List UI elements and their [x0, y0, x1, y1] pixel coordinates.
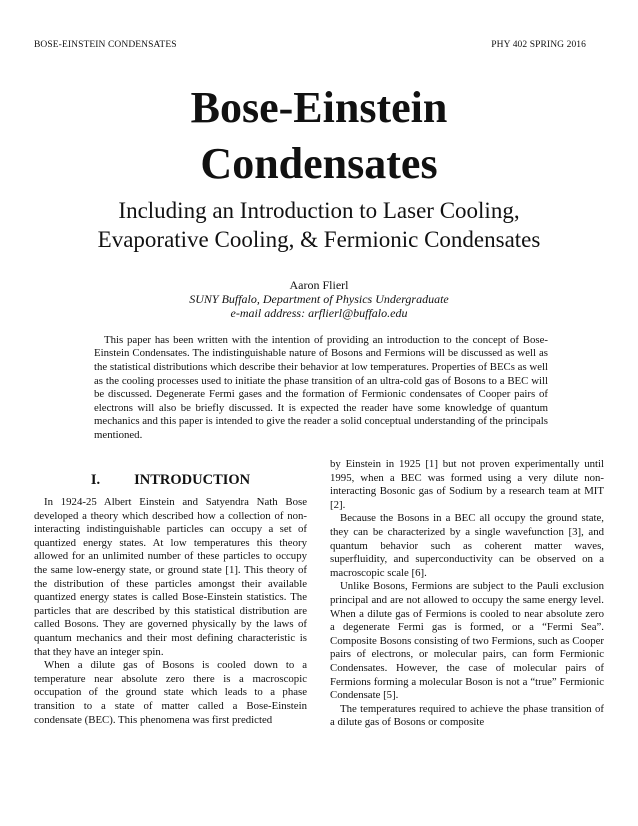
abstract: This paper has been written with the intention of providing an introduction to the concept of Bose-Einstein Condensates. The indistinguishable nature of Bosons and Fermions will be discussed as well as the statistical distributions which describe their behavior at low temperatures. Properties of BECs as well as the cooling processes used to initiate the phase transition of an ultra-cold gas of Bosons to a BEC will be discussed. Degenerate Fermi gases and the formation of Fermionic condensates of Cooper pairs of electrons will also be briefly discussed. It is expected the reader have some knowledge of quantum mechanics and this paper is intended to give the reader a solid conceptual understanding of the principals mentioned.: [94, 333, 548, 441]
author-email: e-mail address: arflierl@buffalo.edu: [230, 306, 408, 320]
running-header-left: BOSE-EINSTEIN CONDENSATES: [34, 40, 177, 50]
section-heading: [34, 471, 307, 489]
title-line-1: Bose-Einstein: [190, 83, 448, 132]
section-title: INTRODUCTION: [134, 472, 251, 488]
running-header-right: PHY 402 SPRING 2016: [491, 40, 586, 50]
subtitle-line-1: Including an Introduction to Laser Cooling,: [118, 198, 520, 223]
body-paragraph: The temperatures required to achieve the phase transition of a dilute gas of Bosons or composite: [330, 702, 604, 729]
body-paragraph: In 1924-25 Albert Einstein and Satyendra Nath Bose developed a theory which described how a collection of non-interacting indistinguishable particles can occupy a set of quantized energy states. At low temperatures this theory allowed for an unlimited number of these particles to occupy the same low-energy state, or ground state [1]. This theory of the distribution of these particles amongst their available quantized energy states is called Bose-Einstein statistics. The particles that are described by this statistical distribution are called Bosons. They are governed physically by the laws of quantum mechanics and their most defining characteristic is that they have an integer spin.: [34, 496, 307, 658]
body-paragraph: Because the Bosons in a BEC all occupy the ground state, they can be characterized by a single wavefunction [3], and quantum behavior such as coherent matter waves, superfluidity, and superconductivity can be observed on a macroscopic scale [6].: [330, 512, 604, 579]
body-paragraph-continued: by Einstein in 1925 [1] but not proven experimentally until 1995, when a BEC was formed using a very dilute non-interacting Bosonic gas of Sodium by a research team at MIT [2].: [330, 458, 604, 511]
right-column: [330, 458, 604, 730]
subtitle-line-2: Evaporative Cooling, & Fermionic Condensates: [97, 227, 541, 252]
paper-subtitle: [60, 196, 578, 254]
paper-title: [0, 80, 638, 192]
body-paragraph: When a dilute gas of Bosons is cooled down to a temperature near absolute zero there is a macroscopic occupation of the ground state which leads to a phase transition to a state of matter called a Bose-Einstein condensate (BEC). This phenomena was first predicted: [34, 659, 307, 726]
title-line-2: Condensates: [200, 139, 438, 188]
body-paragraph: Unlike Bosons, Fermions are subject to the Pauli exclusion principal and are not allowed to occupy the same energy level. When a dilute gas of Fermions is cooled to near absolute zero a degenerate Fermi gas is formed, or a “Fermi Sea”. Composite Bosons consisting of two Fermions, such as Cooper pairs of electrons, or molecular pairs, can form Fermionic Condensates. However, the case of molecular pairs of Fermions forming a molecular Boson is not a “true” Fermionic Condensate [5].: [330, 580, 604, 702]
left-column: [34, 471, 307, 727]
section-number: I.: [90, 472, 101, 488]
author-name: Aaron Flierl: [289, 278, 349, 292]
author-affiliation: SUNY Buffalo, Department of Physics Undergraduate: [189, 292, 449, 306]
